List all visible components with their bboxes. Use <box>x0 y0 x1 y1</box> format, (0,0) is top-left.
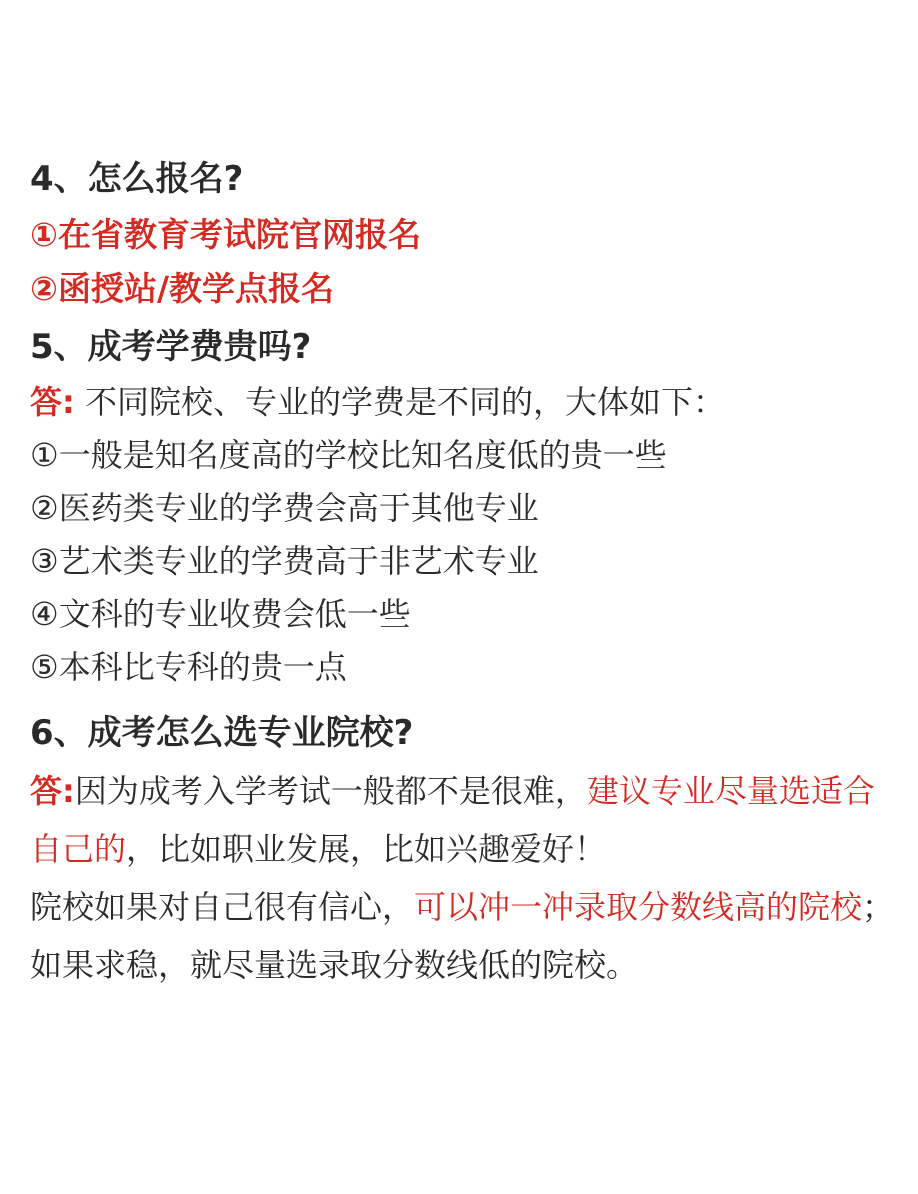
section-5-answer <box>30 376 900 429</box>
answer-label: 答: <box>30 772 75 810</box>
answer-text: 因为成考入学考试一般都不是很难， <box>74 772 587 810</box>
answer-label: 答: <box>30 383 75 421</box>
section-5-item: ①一般是知名度高的学校比知名度低的贵一些 <box>30 436 667 474</box>
answer-text: 院校如果对自己很有信心， <box>30 888 415 926</box>
section-4-item: ①在省教育考试院官网报名 <box>30 215 421 254</box>
answer-text: 不同院校、专业的学费是不同的，大体如下： <box>74 383 725 421</box>
answer-text: ；如果求稳，就尽量选录取分数线低的院校。 <box>30 888 895 984</box>
section-6-paragraph-2 <box>30 878 900 994</box>
answer-text: ，比如职业发展，比如兴趣爱好！ <box>126 830 607 868</box>
section-4-item: ②函授站/教学点报名 <box>30 269 334 308</box>
section-5-item: ④文科的专业收费会低一些 <box>30 595 411 633</box>
section-5-title: 5、成考学费贵吗? <box>30 327 312 367</box>
highlight-text: 建议专业尽量选适合自己的 <box>30 772 875 868</box>
section-6-title: 6、成考怎么选专业院校? <box>30 713 414 753</box>
section-5-item: ②医药类专业的学费会高于其他专业 <box>30 489 539 527</box>
section-6-paragraph-1 <box>30 762 900 878</box>
section-4-title: 4、怎么报名? <box>30 159 244 199</box>
section-5-item: ③艺术类专业的学费高于非艺术专业 <box>30 542 539 580</box>
faq-content <box>30 150 900 994</box>
highlight-text: 可以冲一冲录取分数线高的院校 <box>414 888 863 926</box>
section-5-item: ⑤本科比专科的贵一点 <box>30 648 347 686</box>
